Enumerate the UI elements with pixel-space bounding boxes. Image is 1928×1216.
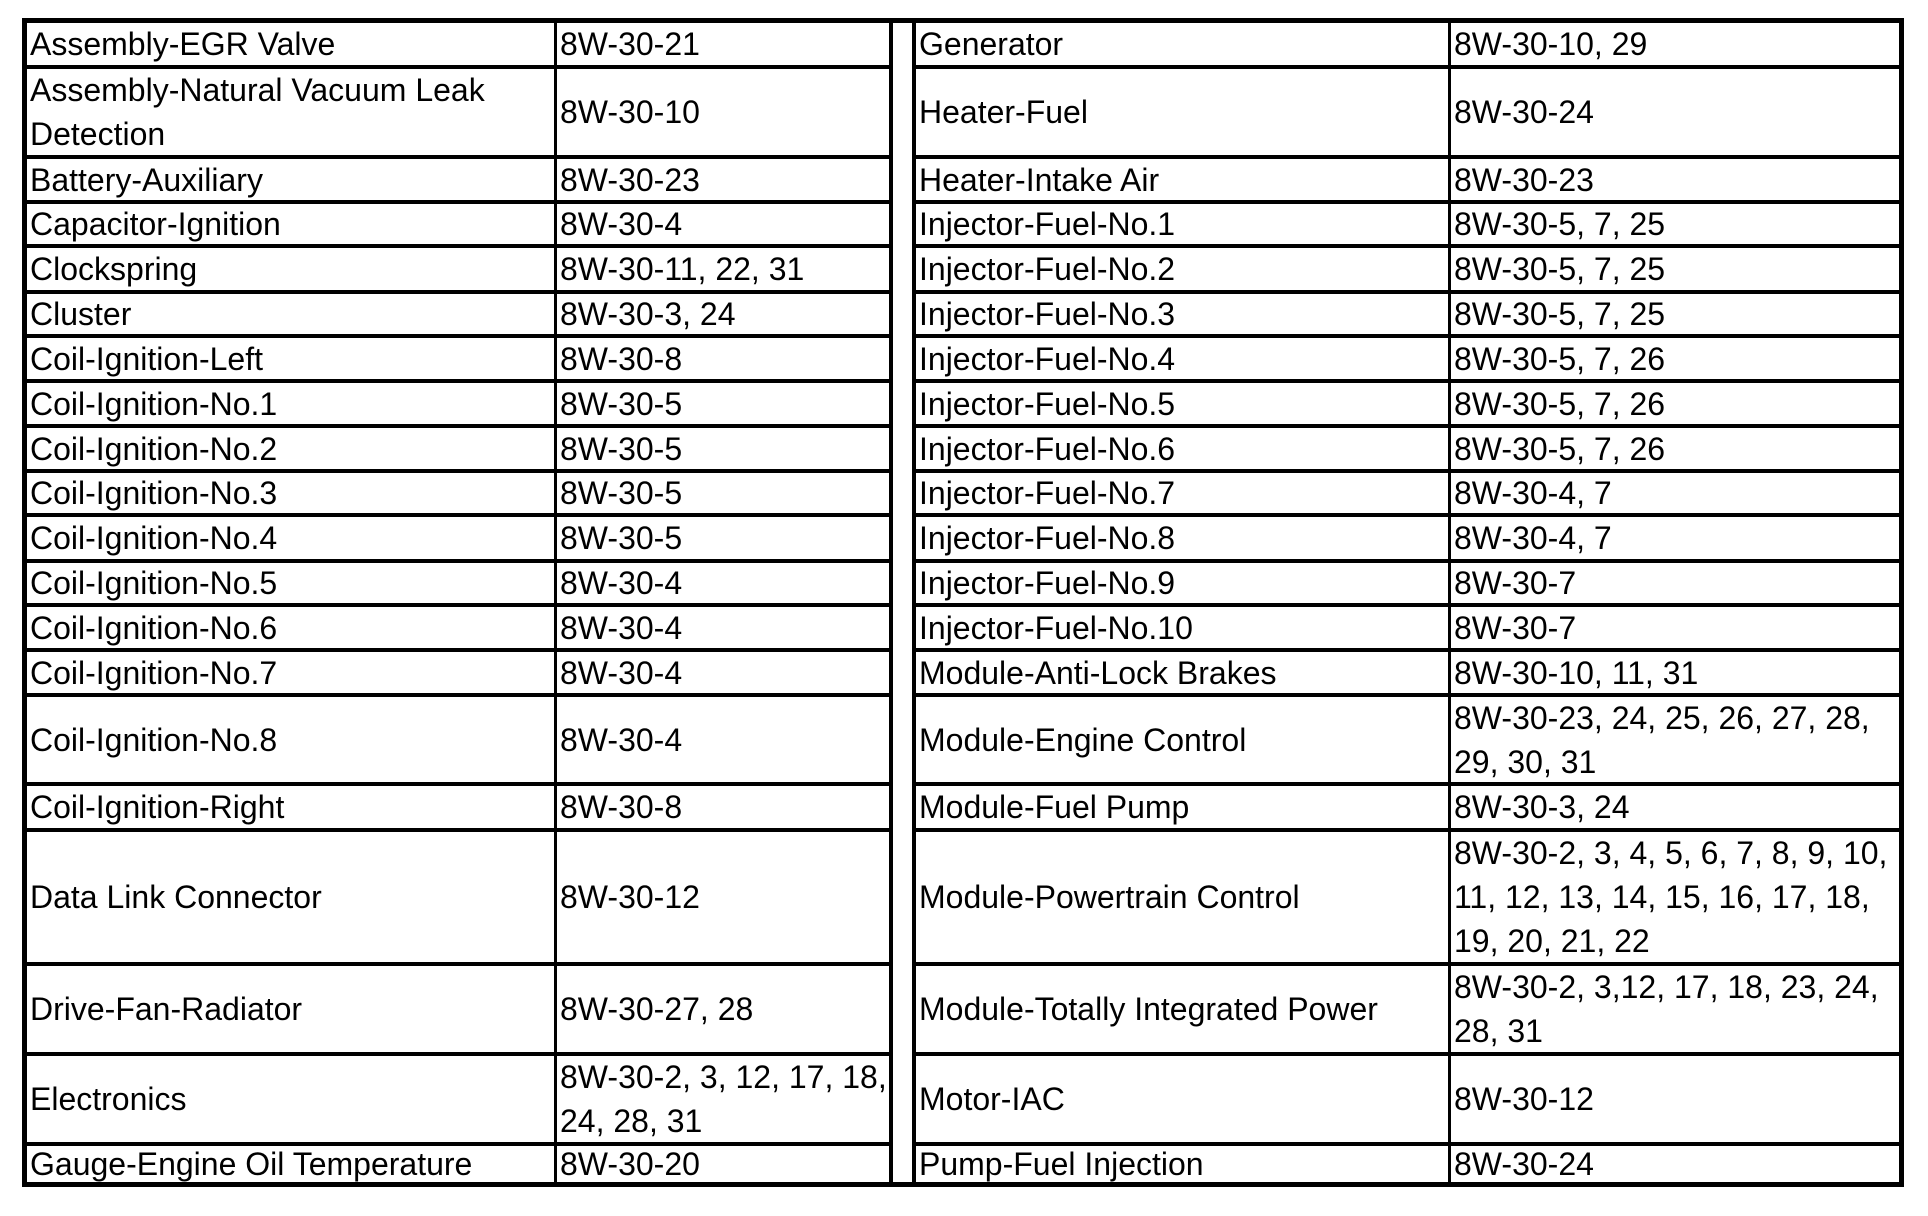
page-refs: 8W-30-20	[560, 1146, 700, 1182]
page-refs: 8W-30-2, 3,12, 17, 18, 23, 24, 28, 31	[1454, 969, 1879, 1049]
component-name: Coil-Ignition-No.4	[27, 517, 557, 559]
page-refs: 8W-30-12	[560, 879, 700, 915]
table-row	[27, 786, 894, 832]
component-name: Gauge-Engine Oil Temperature	[27, 1146, 557, 1182]
component-name: Generator	[916, 23, 1451, 65]
page-refs: 8W-30-5	[560, 520, 683, 556]
component-name: Coil-Ignition-No.3	[27, 473, 557, 513]
table-row	[27, 159, 894, 204]
table-row	[916, 428, 1899, 473]
table-row	[27, 607, 894, 652]
component-name: Injector-Fuel-No.10	[916, 607, 1451, 648]
component-name: Coil-Ignition-No.7	[27, 652, 557, 693]
page-refs: 8W-30-5, 7, 26	[1454, 430, 1666, 467]
component-name: Module-Fuel Pump	[916, 786, 1451, 828]
page-refs: 8W-30-8	[560, 340, 683, 377]
page-refs: 8W-30-10, 29	[1454, 26, 1648, 62]
component-name: Pump-Fuel Injection	[916, 1146, 1451, 1182]
component-name: Module-Engine Control	[916, 697, 1451, 782]
page-refs: 8W-30-12	[1454, 1081, 1594, 1117]
component-name: Injector-Fuel-No.5	[916, 383, 1451, 424]
table-row	[27, 966, 894, 1056]
table-row	[916, 294, 1899, 338]
table-row	[27, 428, 894, 473]
component-name: Injector-Fuel-No.7	[916, 473, 1451, 513]
component-name: Capacitor-Ignition	[27, 204, 557, 244]
component-name: Module-Powertrain Control	[916, 832, 1451, 962]
table-row	[916, 652, 1899, 697]
component-name: Injector-Fuel-No.3	[916, 294, 1451, 334]
component-name: Clockspring	[27, 248, 557, 290]
page-refs: 8W-30-24	[1454, 94, 1594, 130]
page-refs: 8W-30-5, 7, 26	[1454, 340, 1666, 377]
component-name: Motor-IAC	[916, 1056, 1451, 1142]
component-name: Injector-Fuel-No.2	[916, 248, 1451, 290]
component-name: Heater-Fuel	[916, 69, 1451, 155]
table-row	[916, 383, 1899, 428]
component-name: Assembly-EGR Valve	[27, 23, 557, 65]
page-refs: 8W-30-2, 3, 4, 5, 6, 7, 8, 9, 10, 11, 12, 13, 14, 15, 16, 17, 18, 19, 20, 21, 22	[1454, 835, 1888, 959]
table-row	[916, 159, 1899, 204]
component-name: Drive-Fan-Radiator	[27, 966, 557, 1052]
component-name: Coil-Ignition-No.1	[27, 383, 557, 424]
page-refs: 8W-30-11, 22, 31	[560, 251, 805, 287]
component-name: Module-Totally Integrated Power	[916, 966, 1451, 1052]
page-refs: 8W-30-8	[560, 789, 683, 825]
page-refs: 8W-30-5, 7, 26	[1454, 385, 1666, 422]
table-row	[916, 832, 1899, 966]
page-refs: 8W-30-5, 7, 25	[1454, 251, 1666, 287]
page-refs: 8W-30-4	[560, 721, 683, 758]
table-row	[916, 23, 1899, 69]
page-refs: 8W-30-5	[560, 430, 683, 467]
page-refs: 8W-30-10, 11, 31	[1454, 654, 1699, 691]
page-refs: 8W-30-3, 24	[560, 296, 736, 332]
component-name: Injector-Fuel-No.8	[916, 517, 1451, 559]
page-refs: 8W-30-23	[1454, 161, 1594, 198]
table-row	[27, 1146, 894, 1182]
table-row	[916, 517, 1899, 563]
page-refs: 8W-30-4	[560, 565, 683, 601]
page-refs: 8W-30-4, 7	[1454, 520, 1612, 556]
table-row	[27, 23, 894, 69]
component-name: Injector-Fuel-No.6	[916, 428, 1451, 469]
component-name: Heater-Intake Air	[916, 159, 1451, 200]
page-refs: 8W-30-23, 24, 25, 26, 27, 28, 29, 30, 31	[1454, 699, 1870, 780]
table-row	[916, 607, 1899, 652]
page-refs: 8W-30-24	[1454, 1146, 1594, 1182]
table-row	[27, 204, 894, 248]
table-row	[27, 697, 894, 786]
page-refs: 8W-30-5	[560, 475, 683, 511]
component-name: Injector-Fuel-No.4	[916, 338, 1451, 379]
page-refs: 8W-30-5, 7, 25	[1454, 206, 1666, 242]
table-row	[27, 652, 894, 697]
page-refs: 8W-30-4, 7	[1454, 475, 1612, 511]
table-row	[27, 1056, 894, 1146]
component-name: Module-Anti-Lock Brakes	[916, 652, 1451, 693]
page-refs: 8W-30-3, 24	[1454, 789, 1630, 825]
table-row	[27, 248, 894, 294]
page-refs: 8W-30-4	[560, 609, 683, 646]
component-name: Injector-Fuel-No.1	[916, 204, 1451, 244]
table-row	[916, 966, 1899, 1056]
page-refs: 8W-30-7	[1454, 565, 1577, 601]
component-name: Cluster	[27, 294, 557, 334]
table-gap-divider	[889, 23, 916, 1182]
table-row	[27, 832, 894, 966]
page-refs: 8W-30-7	[1454, 609, 1577, 646]
page-refs: 8W-30-4	[560, 206, 683, 242]
table-row	[916, 1056, 1899, 1146]
page-refs: 8W-30-5	[560, 385, 683, 422]
table-row	[916, 786, 1899, 832]
page-refs: 8W-30-2, 3, 12, 17, 18, 24, 28, 31	[560, 1059, 887, 1139]
table-row	[27, 473, 894, 517]
component-name: Coil-Ignition-Right	[27, 786, 557, 828]
table-row	[916, 204, 1899, 248]
table-row	[27, 338, 894, 383]
component-name: Coil-Ignition-No.5	[27, 563, 557, 603]
component-name: Coil-Ignition-No.8	[27, 697, 557, 782]
page-refs: 8W-30-21	[560, 26, 700, 62]
page-refs: 8W-30-23	[560, 161, 700, 198]
table-row	[916, 69, 1899, 159]
table-row	[916, 563, 1899, 607]
table-row	[916, 697, 1899, 786]
component-name: Battery-Auxiliary	[27, 159, 557, 200]
table-row	[27, 69, 894, 159]
table-row	[27, 294, 894, 338]
component-name: Data Link Connector	[27, 832, 557, 962]
table-row	[916, 248, 1899, 294]
table-row	[27, 563, 894, 607]
table-row	[27, 517, 894, 563]
component-name: Assembly-Natural Vacuum Leak Detection	[27, 69, 557, 155]
page-refs: 8W-30-4	[560, 654, 683, 691]
page-refs: 8W-30-5, 7, 25	[1454, 296, 1666, 332]
table-row	[27, 383, 894, 428]
component-name: Coil-Ignition-Left	[27, 338, 557, 379]
table-row	[916, 473, 1899, 517]
component-name: Injector-Fuel-No.9	[916, 563, 1451, 603]
page-refs: 8W-30-10	[560, 94, 700, 130]
component-name: Coil-Ignition-No.2	[27, 428, 557, 469]
component-name: Electronics	[27, 1056, 557, 1142]
component-index-table	[22, 18, 1904, 1187]
page-refs: 8W-30-27, 28	[560, 991, 754, 1027]
table-row	[916, 1146, 1899, 1182]
table-row	[916, 338, 1899, 383]
component-name: Coil-Ignition-No.6	[27, 607, 557, 648]
